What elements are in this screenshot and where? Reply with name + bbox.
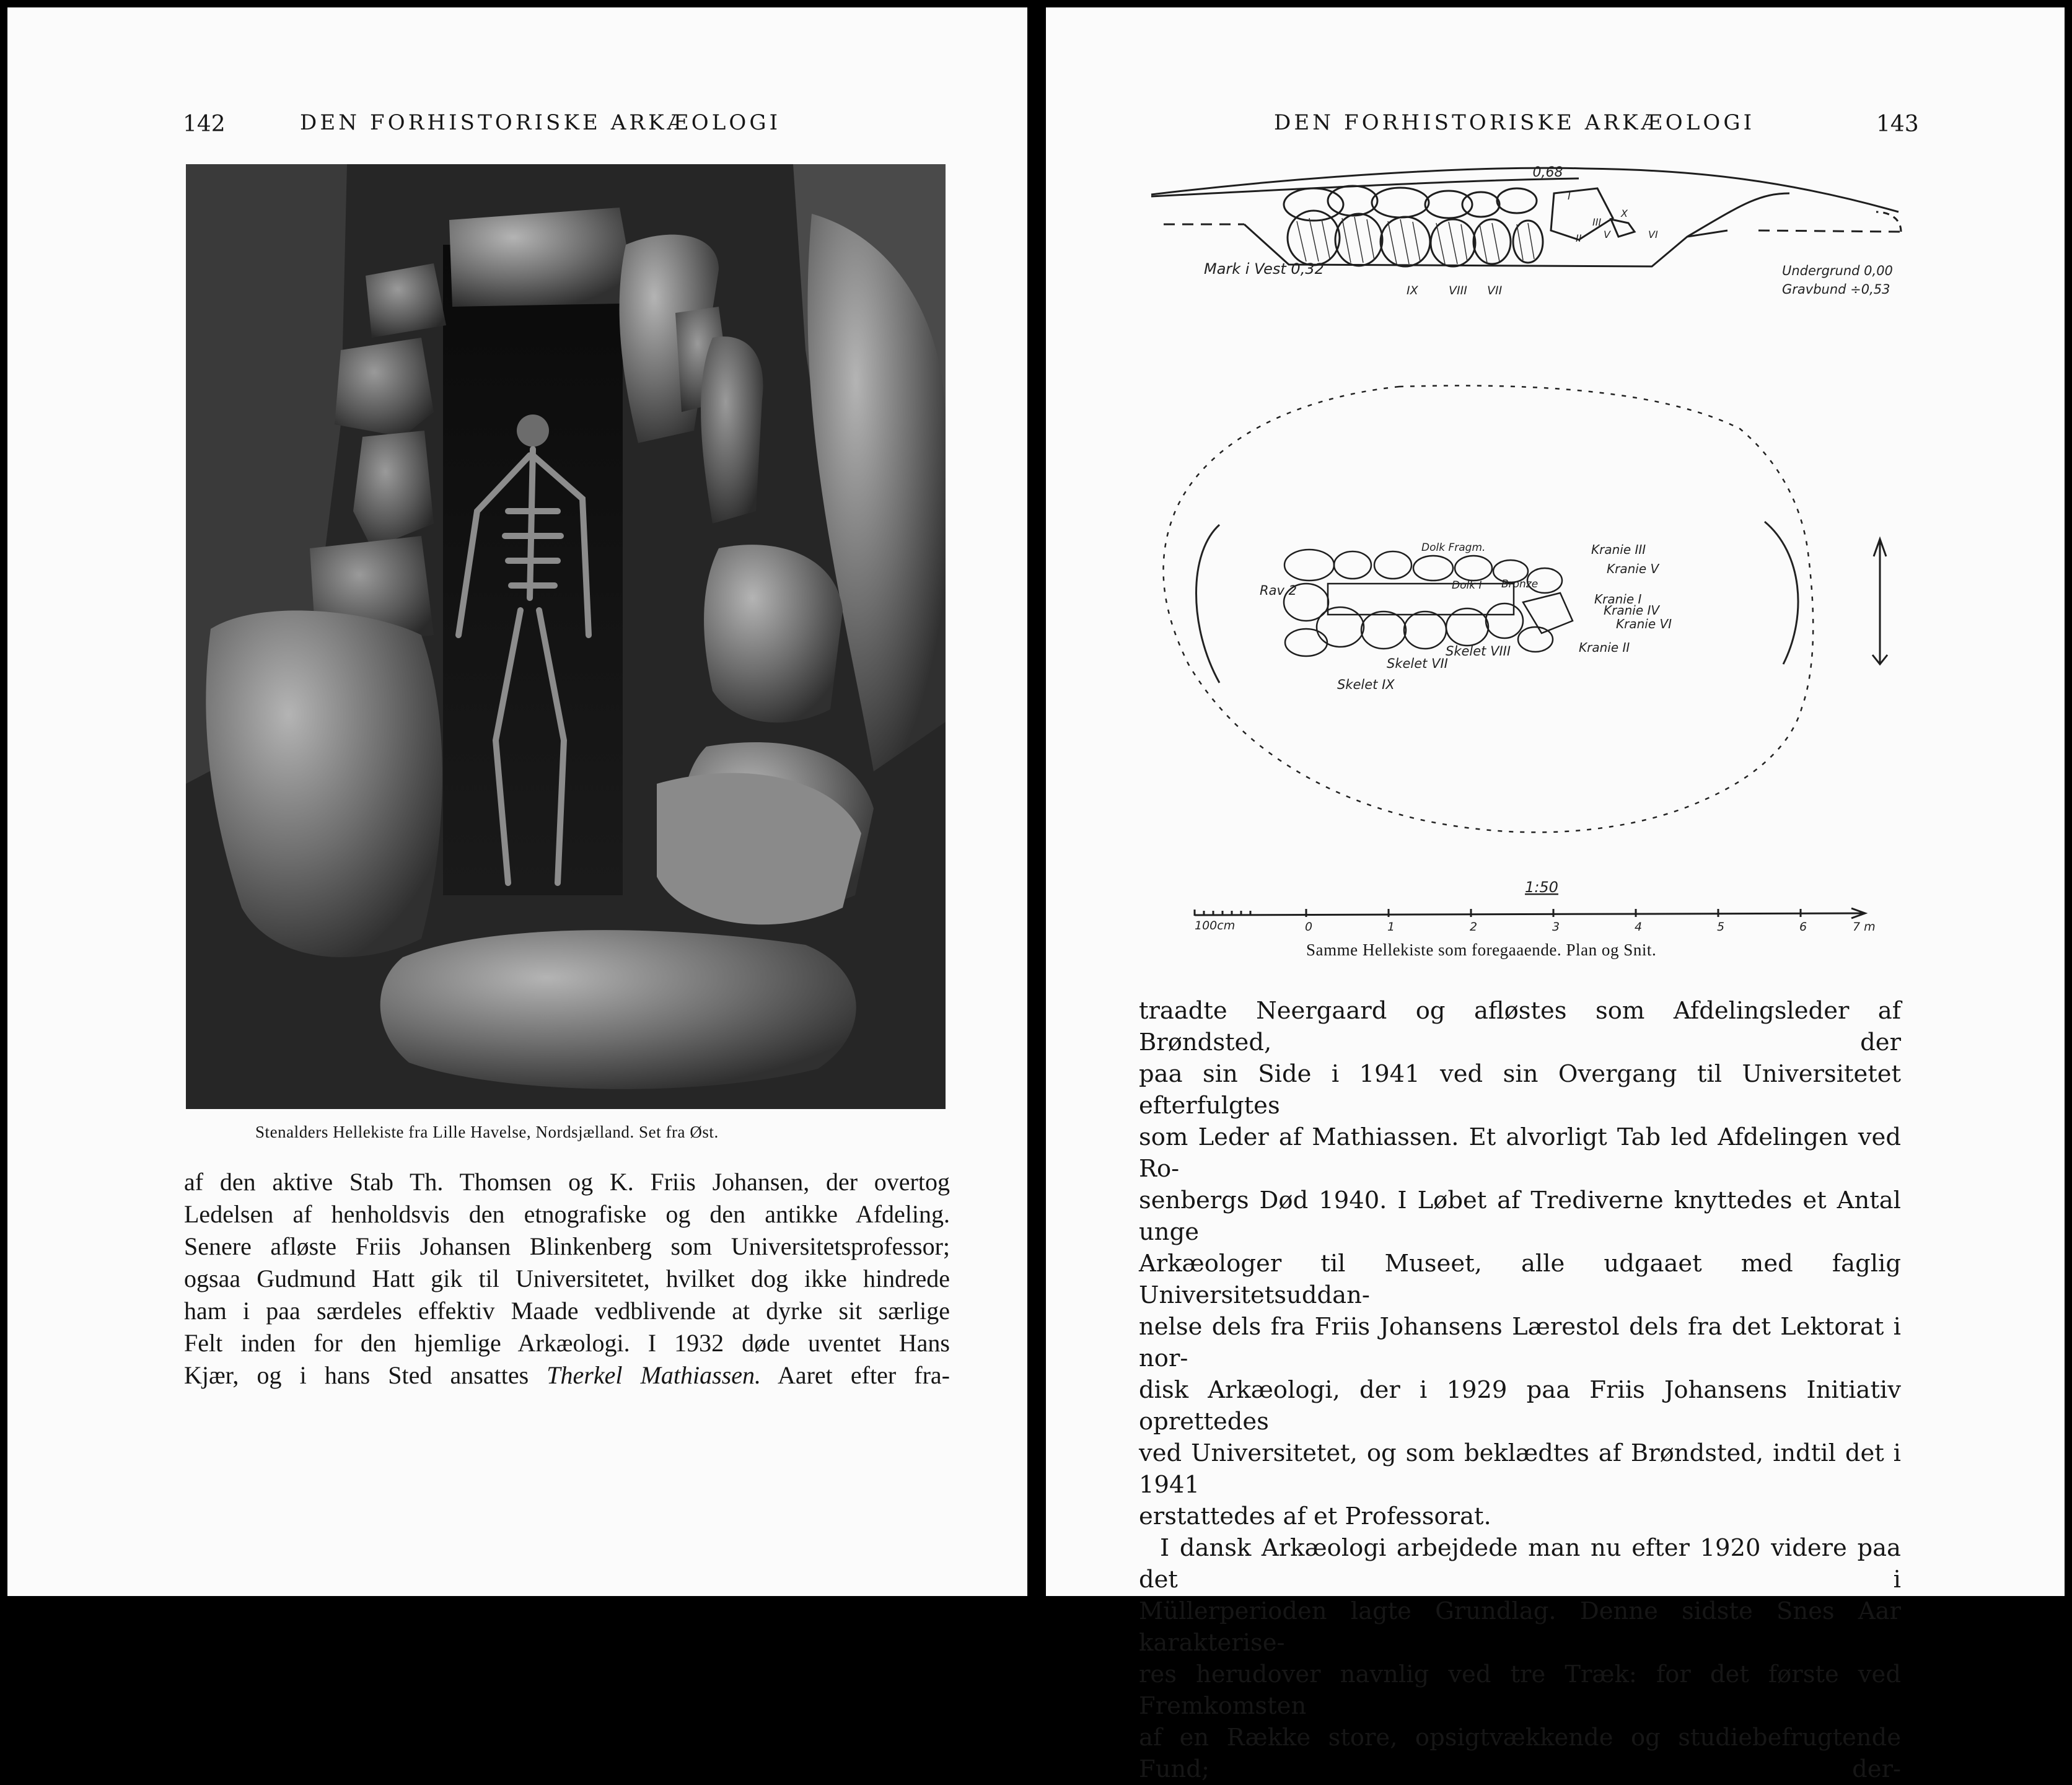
stone-cist-photo (186, 164, 946, 1109)
kranie-iii-label: Kranie III (1591, 542, 1646, 557)
text-line: ved Universitetet, og som beklædtes af Brøndsted, indtil det i 1941 (1139, 1439, 1901, 1499)
section-label-v: V (1604, 229, 1610, 240)
text-line: traadte Neergaard og afløstes som Afdelingsleder af Brøndsted, der (1139, 997, 1901, 1056)
dolk-i-label: Dolk I (1452, 579, 1482, 592)
kranie-i-label: Kranie I (1594, 592, 1642, 607)
person-name: Therkel Mathiassen. (547, 1361, 762, 1389)
text-line: Senere afløste Friis Johansen Blinkenberg som Universitetsprofessor; (184, 1232, 950, 1260)
kranie-iv-label: Kranie IV (1604, 603, 1660, 618)
text-line: af en Række store, opsigtvækkende og studiebefrugtende Fund; der- (1139, 1724, 1901, 1783)
photo-caption: Stenalders Hellekiste fra Lille Havelse, Nordsjælland. Set fra Øst. (255, 1123, 719, 1141)
section-label-viii: VIII (1449, 284, 1467, 297)
scale-tick-3: 3 (1552, 920, 1560, 934)
left-page (7, 7, 1027, 1596)
scale-tick-4: 4 (1635, 920, 1643, 934)
skelet-ix-label: Skelet IX (1337, 677, 1395, 692)
kranie-vi-label: Kranie VI (1616, 616, 1672, 631)
stone-cist-illustration (186, 164, 946, 1109)
text-line: nelse dels fra Friis Johansens Lærestol dels fra det Lektorat i nor- (1139, 1313, 1901, 1372)
skelet-viii-label: Skelet VIII (1446, 644, 1511, 659)
scale-tick-0: 0 (1305, 920, 1313, 934)
scale-100cm-label: 100cm (1195, 919, 1236, 932)
text-line: ham i paa særdeles effektiv Maade vedblivende at dyrke sit særlige (184, 1297, 950, 1325)
figure-caption: Samme Hellekiste som foregaaende. Plan og Snit. (1306, 941, 1657, 959)
scale-7m-label: 7 m (1853, 920, 1876, 934)
cist-plan (1284, 550, 1573, 656)
skelet-vii-label: Skelet VII (1387, 656, 1448, 671)
rav-label: Rav 2 (1260, 583, 1297, 598)
scale-ratio: 1:50 (1525, 879, 1558, 896)
text-line: I dansk Arkæologi arbejdede man nu efter 1920 videre paa det i (1139, 1534, 1901, 1594)
text-line: paa sin Side i 1941 ved sin Overgang til Universitetet efterfulgtes (1139, 1060, 1901, 1120)
scale-bar (1195, 908, 1865, 918)
scale-tick-1: 1 (1387, 920, 1395, 934)
scale-tick-6: 6 (1799, 920, 1807, 934)
top-measure-label: 0,68 (1532, 165, 1563, 180)
body-text-left (184, 1166, 950, 1392)
section-view (1151, 168, 1901, 266)
undergrund-label: Undergrund 0,00 (1782, 263, 1893, 278)
running-head: DEN FORHISTORISKE ARKÆOLOGI (1274, 110, 1755, 135)
page-number: 143 (1876, 112, 1919, 137)
right-page (1046, 7, 2065, 1783)
gravbund-label: Gravbund ÷0,53 (1782, 282, 1890, 297)
plan-and-section-drawing (1046, 7, 2065, 974)
mound-edge-west (1196, 525, 1220, 683)
page-number: 142 (183, 112, 226, 137)
text-line: disk Arkæologi, der i 1929 paa Friis Johansens Initiativ oprettedes (1139, 1376, 1901, 1436)
bronze-label: Bronze (1501, 578, 1539, 590)
text-line: Müllerperioden lagte Grundlag. Denne sidste Snes Aar karakterise- (1139, 1597, 1901, 1657)
text-line: Felt inden for den hjemlige Arkæologi. I 1932 døde uventet Hans (184, 1329, 950, 1357)
text-line: Ledelsen af henholdsvis den etnografiske og den antikke Afdeling. (184, 1200, 950, 1228)
section-label-x: X (1621, 208, 1628, 219)
section-label-i: I (1568, 190, 1571, 202)
section-label-ix: IX (1407, 284, 1418, 297)
north-arrow-icon (1872, 539, 1887, 664)
section-label-ii: II (1576, 232, 1582, 244)
text-line: ogsaa Gudmund Hatt gik til Universitetet, hvilket dog ikke hindrede (184, 1265, 950, 1292)
text-line: af den aktive Stab Th. Thomsen og K. Friis Johansen, der overtog (184, 1168, 950, 1196)
section-label-vi: VI (1648, 229, 1658, 240)
kranie-v-label: Kranie V (1607, 561, 1659, 576)
scale-tick-5: 5 (1717, 920, 1725, 934)
scale-tick-2: 2 (1470, 920, 1478, 934)
section-label-iii: III (1592, 216, 1602, 228)
text-line-last: Kjær, og i hans Sted ansattes Therkel Mathiassen. Aaret efter fra- (184, 1361, 950, 1389)
section-label-vii: VII (1487, 284, 1503, 297)
text-line: res herudover navnlig ved tre Træk: for det første ved Fremkomsten (1139, 1660, 1901, 1720)
text-line: erstattedes af et Professorat. (1139, 1502, 1491, 1530)
text-line: senbergs Død 1940. I Løbet af Trediverne knyttedes et Antal unge (1139, 1186, 1901, 1246)
body-text-right (1139, 995, 1901, 1785)
kranie-ii-label: Kranie II (1579, 640, 1630, 655)
running-head: DEN FORHISTORISKE ARKÆOLOGI (300, 110, 781, 135)
text-line: som Leder af Mathiassen. Et alvorligt Tab led Afdelingen ved Ro- (1139, 1123, 1901, 1183)
dolk-fragm-label: Dolk Fragm. (1421, 542, 1486, 554)
mound-outline (1164, 385, 1814, 832)
mark-west-label: Mark i Vest 0,32 (1204, 260, 1324, 278)
text-line: Arkæologer til Museet, alle udgaaet med faglig Universitetsuddan- (1139, 1250, 1901, 1309)
mound-edge-east (1765, 522, 1798, 664)
